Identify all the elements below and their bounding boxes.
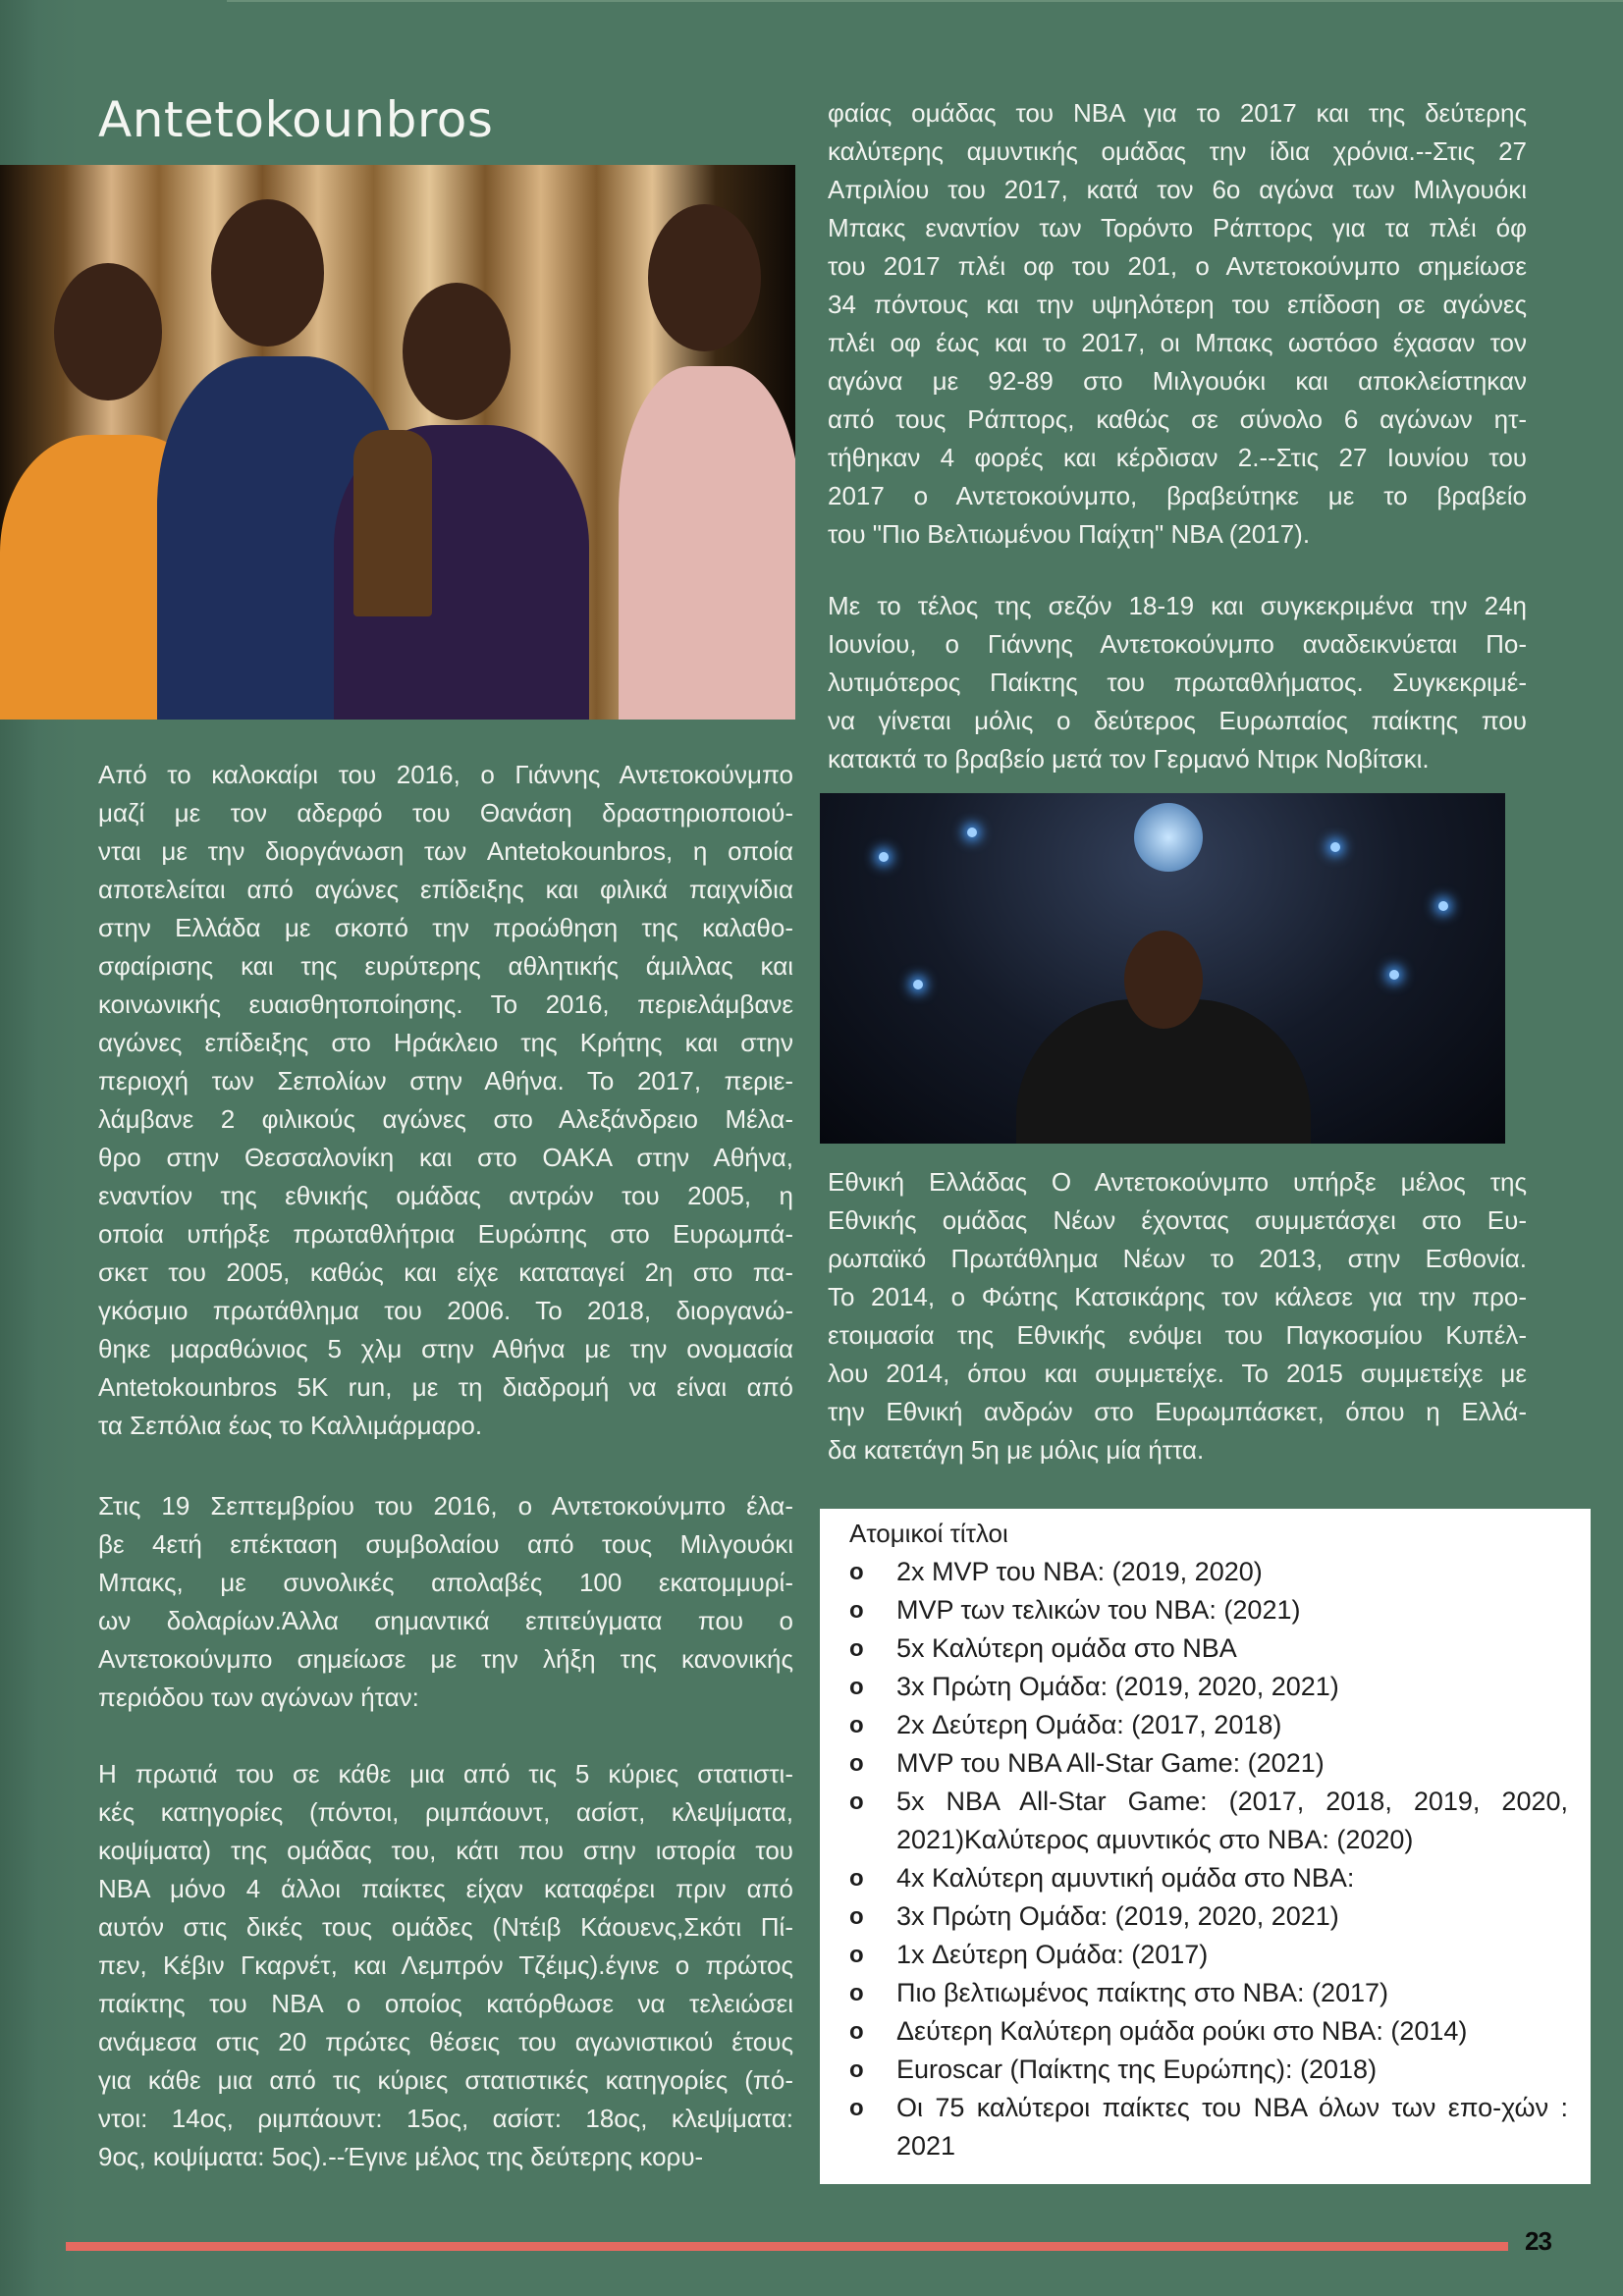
text-line: για κάθε μια από τις κύριες στατιστικές κατηγορίες (πό- [98,2065,793,2095]
title-list-item [849,2051,1568,2089]
text-line: λου 2014, όπου και συμμετείχε. Το 2015 συμμετείχε με [828,1359,1527,1388]
text-line: ανάμεσα στις 20 πρώτες θέσεις του αγωνιστικού έτους [98,2027,793,2056]
title-list-item [849,2012,1568,2051]
text-line: γκόσμιο πρωτάθλημα του 2006. Το 2018, διοργανώ- [98,1296,793,1325]
text-line: του 2017 πλέι οφ του 201, ο Αντετοκούνμπο σημείωσε [828,251,1527,281]
text-line: Το 2014, ο Φώτης Κατσικάρης τον κάλεσε για την προ- [828,1282,1527,1311]
figure-pink-suit [619,366,795,720]
title-list-item [849,1859,1568,1897]
title-text: Πιο βελτιωμένος παίκτης στο NBA: (2017) [896,1978,1389,2007]
right-paragraph-1 [828,94,1527,554]
text-line: πλέι οφ έως και το 2017, οι Μπακς ωστόσο έχασαν τον [828,328,1527,357]
text-line: κοινωνικής ευαισθητοποίησης. Το 2016, περιελάμβανε [98,989,793,1019]
text-line: 9ος, κοψίματα: 5ος).--Έγινε μέλος της δεύτερης κορυ- [98,2142,704,2171]
text-line: δα κατετάγη 5η με μόλις μία ήττα. [828,1435,1205,1465]
text-line: φαίας ομάδας του NBA για το 2017 και της δεύτερης [828,98,1527,128]
text-line: καλύτερης αμυντικής ομάδας την ίδια χρόνια.--Στις 27 [828,136,1527,166]
right-paragraph-2 [828,587,1527,778]
text-line: Ιουνίου, ο Γιάννης Αντετοκούνμπο αναδεικνύεται Πο- [828,629,1527,659]
text-line: την Εθνική ανδρών στο Ευρωμπάσκετ, όπου η Ελλά- [828,1397,1527,1426]
player-head [1124,931,1203,1029]
bullet-icon: o [849,1942,864,1968]
text-line: τα Σεπόλια έως το Καλλιμάρμαρο. [98,1411,483,1440]
titles-list [849,1553,1568,2165]
bullet-icon: o [849,1903,864,1930]
title-text: 5x NBA All-Star Game: (2017, 2018, 2019, 2020, 2021)Καλύτερος αμυντικός στο NBA: (2020) [896,1787,1568,1854]
title-text: Οι 75 καλύτεροι παίκτες του NBA όλων των επο-χών : 2021 [896,2093,1568,2161]
trophy [353,430,432,616]
text-line: Μπακς εναντίον των Τορόντο Ράπτορς για τα πλέι όφ [828,213,1527,242]
title-list-item [849,1668,1568,1706]
text-line: στην Ελλάδα με σκοπό την προώθηση της καλαθο- [98,913,793,942]
title-text: 3x Πρώτη Ομάδα: (2019, 2020, 2021) [896,1672,1339,1701]
left-paragraph-1 [98,756,793,1445]
title-text: MVP του NBA All-Star Game: (2021) [896,1748,1325,1778]
title-text: MVP των τελικών του NBA: (2021) [896,1595,1301,1625]
text-line: ντοι: 14ος, ριμπάουντ: 15ος, ασίστ: 18ος, κλεψίματα: [98,2104,793,2133]
title-text: Euroscar (Παίκτης της Ευρώπης): (2018) [896,2055,1378,2084]
figure-head [54,263,162,400]
title-list-item [849,2089,1568,2165]
arena-light [967,828,977,837]
title-list-item [849,1706,1568,1744]
title-list-item [849,1591,1568,1629]
text-line: Αντετοκούνμπο σημείωσε με την λήξη της κανονικής [98,1644,793,1674]
left-paragraph-3 [98,1755,793,2176]
page-title: Antetokounbros [98,91,494,148]
text-line: Εθνικής ομάδας Νέων έχοντας συμμετάσχει στο Ευ- [828,1205,1527,1235]
left-paragraph-2 [98,1487,793,1717]
arena-light [1330,842,1340,852]
text-line: κατακτά το βραβείο μετά τον Γερμανό Ντιρκ Νοβίτσκι. [828,744,1430,774]
text-line: κές κατηγορίες (πόντοι, ριμπάουντ, ασίστ, κλεψίματα, [98,1797,793,1827]
title-list-item [849,1629,1568,1668]
title-text: 1x Δεύτερη Ομάδα: (2017) [896,1940,1209,1969]
arena-light [1438,901,1448,911]
title-list-item [849,1897,1568,1936]
bullet-icon: o [849,1712,864,1738]
text-line: κοψίματα) της ομάδας του, κάτι που στην ιστορία του [98,1836,793,1865]
text-line: σφαίρισης και της ευρύτερης αθλητικής άμιλλας και [98,951,793,981]
text-line: από τους Ράπτορς, καθώς σε σύνολο 6 αγώνων ητ- [828,404,1527,434]
title-text: 2x MVP του NBA: (2019, 2020) [896,1557,1263,1586]
title-text: 4x Καλύτερη αμυντική ομάδα στο NBA: [896,1863,1355,1893]
title-text: 3x Πρώτη Ομάδα: (2019, 2020, 2021) [896,1901,1339,1931]
bullet-icon: o [849,1750,864,1777]
text-line: οποία υπήρξε πρωταθλήτρια Ευρώπης στο Ευρωμπά- [98,1219,793,1249]
text-line: 2017 ο Αντετοκούνμπο, βραβεύτηκε με το βραβείο [828,481,1527,510]
text-line: αγώνα με 92-89 στο Μιλγουόκι και αποκλείστηκαν [828,366,1527,396]
trophy-ball [1134,803,1203,872]
title-list-item [849,1744,1568,1783]
text-line: Εθνική Ελλάδας Ο Αντετοκούνμπο υπήρξε μέλος της [828,1167,1527,1197]
title-text: Δεύτερη Καλύτερη ομάδα ρούκι στο NBA: (2014) [896,2016,1468,2046]
text-line: νται με την διοργάνωση των Antetokounbros, η οποία [98,836,793,866]
text-line: να γίνεται μόλις ο δεύτερος Ευρωπαίος παίκτης που [828,706,1527,735]
text-line: ρωπαϊκό Πρωτάθλημα Νέων το 2013, στην Εσθονία. [828,1244,1527,1273]
title-list-item [849,1936,1568,1974]
text-line: του "Πιο Βελτιωμένου Παίχτη" NBA (2017). [828,519,1311,549]
bullet-icon: o [849,1980,864,2006]
bullet-icon: o [849,1674,864,1700]
arena-light [913,980,923,989]
text-line: τήθηκαν 4 φορές και κέρδισαν 2.--Στις 27 Ιουνίου του [828,443,1527,472]
individual-titles-box [820,1509,1591,2184]
title-text: 5x Καλύτερη ομάδα στο NBA [896,1633,1237,1663]
arena-light [879,852,889,862]
text-line: Antetokounbros 5K run, με τη διαδρομή να είναι από [98,1372,793,1402]
figure-head [211,199,324,347]
text-line: Απριλίου του 2017, κατά τον 6ο αγώνα των Μιλγουόκι [828,175,1527,204]
text-line: πεν, Κέβιν Γκαρνέτ, και Λεμπρόν Τζέιμς).έγινε ο πρώτος [98,1950,793,1980]
text-line: λυτιμότερος Παίκτης του πρωταθλήματος. Συγκεκριμέ- [828,667,1527,697]
text-line: Στις 19 Σεπτεμβρίου του 2016, ο Αντετοκούνμπο έλα- [98,1491,793,1521]
titles-heading: Ατομικοί τίτλοι [849,1519,1008,1548]
bullet-icon: o [849,2018,864,2045]
title-list-item [849,1553,1568,1591]
figure-head [403,283,511,420]
top-border-line [227,0,1623,2]
photo-all-star-trophy [820,793,1505,1144]
figure-head [648,204,761,351]
title-list-item [849,1783,1568,1859]
bullet-icon: o [849,1635,864,1662]
title-text: 2x Δεύτερη Ομάδα: (2017, 2018) [896,1710,1282,1739]
page-number: 23 [1525,2226,1551,2256]
text-line: ων δολαρίων.Άλλα σημαντικά επιτεύγματα που ο [98,1606,793,1635]
text-line: περιόδου των αγώνων ήταν: [98,1682,419,1712]
bullet-icon: o [849,1865,864,1892]
text-line: αποτελείται από αγώνες επίδειξης και φιλικά παιχνίδια [98,875,793,904]
bullet-icon: o [849,2095,864,2121]
text-line: σκετ του 2005, καθώς και είχε καταταγεί 2η στο πα- [98,1257,793,1287]
text-line: NBA μόνο 4 άλλοι παίκτες είχαν καταφέρει πριν από [98,1874,793,1903]
text-line: εναντίον της εθνικής ομάδας αντρών του 2005, η [98,1181,793,1210]
text-line: περιοχή των Σεπολίων στην Αθήνα. Το 2017, περιε- [98,1066,793,1095]
bullet-icon: o [849,1597,864,1624]
footer-rule [66,2242,1508,2251]
arena-light [1389,970,1399,980]
text-line: ετοιμασία της Εθνικής ενόψει του Παγκοσμίου Κυπέλ- [828,1320,1527,1350]
text-line: βε 4ετή επέκταση συμβολαίου από τους Μιλγουόκι [98,1529,793,1559]
text-line: Από το καλοκαίρι του 2016, ο Γιάννης Αντετοκούνμπο [98,760,793,789]
bullet-icon: o [849,1559,864,1585]
text-line: αυτόν στις δικές τους ομάδες (Ντέιβ Κάουενς,Σκότι Πί- [98,1912,793,1942]
text-line: μαζί με τον αδερφό του Θανάση δραστηριοποιού- [98,798,793,828]
text-line: Με το τέλος της σεζόν 18-19 και συγκεκριμένα την 24η [828,591,1527,620]
text-line: λάμβανε 2 φιλικούς αγώνες στο Αλεξάνδρειο Μέλα- [98,1104,793,1134]
text-line: θρο στην Θεσσαλονίκη και στο ΟΑΚΑ στην Αθήνα, [98,1143,793,1172]
photo-antetokounmpo-brothers [0,165,795,720]
text-line: Μπακς, με συνολικές απολαβές 100 εκατομμυρί- [98,1568,793,1597]
text-line: αγώνες επίδειξης στο Ηράκλειο της Κρήτης και στην [98,1028,793,1057]
text-line: Η πρωτιά του σε κάθε μια από τις 5 κύριες στατιστι- [98,1759,793,1789]
text-line: 34 πόντους και την υψηλότερη του επίδοση σε αγώνες [828,290,1527,319]
title-list-item [849,1974,1568,2012]
text-line: θηκε μαραθώνιος 5 χλμ στην Αθήνα με την ονομασία [98,1334,793,1363]
bullet-icon: o [849,2056,864,2083]
right-paragraph-3 [828,1163,1527,1469]
bullet-icon: o [849,1789,864,1815]
text-line: παίκτης του NBA ο οποίος κατόρθωσε να τελειώσει [98,1989,793,2018]
